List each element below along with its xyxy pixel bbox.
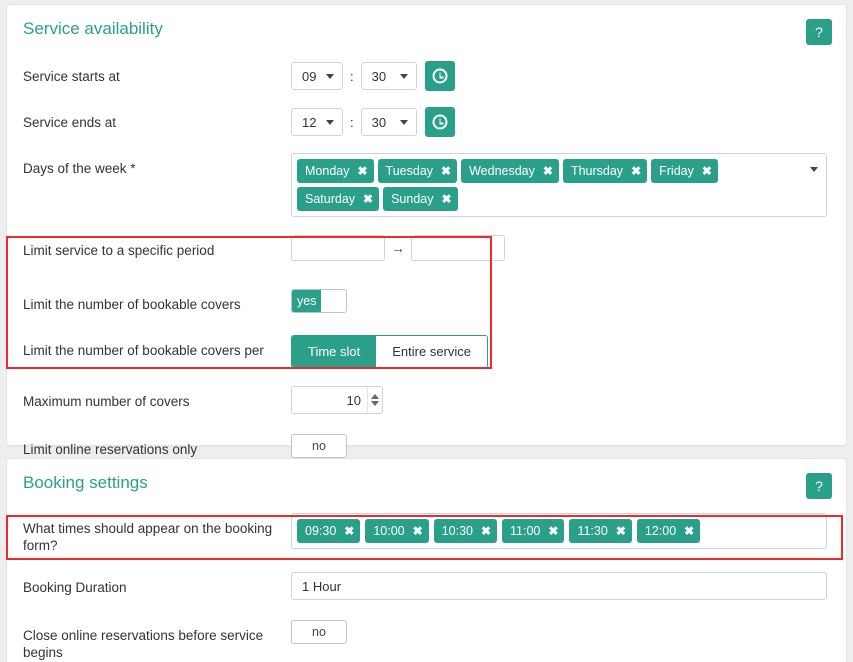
service-start-hour-value: 09 — [302, 68, 317, 84]
control-booking-times — [291, 513, 830, 549]
limit-covers-toggle-value: yes — [292, 290, 321, 312]
clock-icon — [432, 115, 447, 130]
day-tag[interactable] — [297, 187, 379, 211]
control-service-starts-at — [291, 61, 830, 91]
control-limit-online — [291, 434, 830, 458]
time-tag-label: 10:00 — [373, 524, 405, 538]
limit-online-toggle[interactable] — [291, 434, 347, 458]
close-icon[interactable]: ✖ — [542, 164, 553, 178]
chevron-down-icon — [400, 120, 408, 125]
service-start-minute-value: 30 — [371, 68, 387, 84]
label-max-covers: Maximum number of covers — [23, 394, 190, 409]
time-tag[interactable] — [637, 519, 700, 543]
close-icon[interactable]: ✖ — [441, 164, 452, 178]
covers-per-segmented-control[interactable] — [291, 335, 488, 368]
close-icon[interactable]: ✖ — [363, 192, 374, 206]
max-covers-stepper[interactable] — [291, 386, 383, 414]
chevron-down-icon[interactable] — [810, 167, 818, 172]
label-limit-covers: Limit the number of bookable covers — [23, 297, 241, 312]
help-button-service[interactable]: ? — [806, 19, 832, 45]
close-icon[interactable]: ✖ — [631, 164, 642, 178]
service-start-minute-select[interactable] — [361, 62, 417, 90]
label-service-ends-at: Service ends at — [23, 115, 117, 130]
chevron-down-icon — [326, 120, 334, 125]
stepper-arrows[interactable] — [367, 387, 382, 413]
time-tag-label: 11:30 — [577, 524, 608, 538]
day-tag-label: Monday — [305, 164, 350, 178]
close-icon[interactable]: ✖ — [684, 524, 695, 538]
close-icon[interactable]: ✖ — [480, 524, 492, 538]
row-service-starts-at — [7, 57, 846, 95]
max-covers-value: 10 — [346, 392, 361, 408]
row-limit-period — [7, 231, 846, 269]
time-tag-label: 12:00 — [644, 524, 677, 538]
label-booking-times: What times should appear on the booking form? — [23, 521, 273, 553]
day-tag-label: Thursday — [570, 164, 624, 178]
service-end-clock-button[interactable] — [425, 107, 455, 137]
panel-title-service: Service availability — [23, 19, 163, 38]
control-limit-covers — [291, 289, 830, 313]
row-booking-times — [7, 509, 846, 558]
label-limit-online: Limit online reservations only — [23, 442, 198, 457]
service-end-hour-select[interactable] — [291, 108, 343, 136]
close-before-toggle[interactable] — [291, 620, 347, 644]
day-tag[interactable] — [461, 159, 559, 183]
booking-settings-panel — [6, 458, 847, 662]
control-max-covers — [291, 386, 830, 414]
time-tag[interactable] — [502, 519, 564, 543]
row-covers-per — [7, 331, 846, 372]
label-service-starts-at: Service starts at — [23, 69, 120, 84]
service-start-clock-button[interactable] — [425, 61, 455, 91]
limit-period-from-input[interactable] — [291, 235, 385, 261]
booking-duration-select[interactable] — [291, 572, 827, 600]
day-tag-label: Wednesday — [469, 164, 535, 178]
time-tag[interactable] — [569, 519, 631, 543]
day-tag[interactable] — [651, 159, 718, 183]
day-tag[interactable] — [383, 187, 457, 211]
close-icon[interactable]: ✖ — [701, 164, 712, 178]
row-close-before — [7, 616, 846, 662]
time-tag-label: 10:30 — [441, 524, 473, 538]
service-end-minute-value: 30 — [371, 114, 387, 130]
time-colon-start: : — [350, 68, 354, 84]
day-tag[interactable] — [297, 159, 374, 183]
time-tag-label: 11:00 — [510, 524, 541, 538]
control-service-ends-at — [291, 107, 830, 137]
close-before-toggle-value: no — [312, 625, 326, 639]
time-tag[interactable] — [297, 519, 360, 543]
service-start-hour-select[interactable] — [291, 62, 343, 90]
label-covers-per: Limit the number of bookable covers per — [23, 343, 264, 358]
close-icon[interactable]: ✖ — [548, 524, 559, 538]
label-days-of-week: Days of the week * — [23, 161, 136, 176]
booking-duration-value: 1 Hour — [302, 578, 342, 594]
arrow-right-icon: → — [391, 240, 405, 256]
day-tag[interactable] — [563, 159, 647, 183]
day-tag[interactable] — [378, 159, 458, 183]
chevron-down-icon[interactable] — [371, 401, 379, 406]
control-booking-duration — [291, 572, 830, 600]
row-max-covers — [7, 382, 846, 420]
day-tag-label: Friday — [659, 164, 694, 178]
label-close-before: Close online reservations before service begins — [23, 628, 264, 660]
booking-times-multiselect[interactable] — [291, 513, 827, 549]
service-availability-panel — [6, 4, 847, 457]
close-icon[interactable]: ✖ — [357, 164, 368, 178]
close-icon[interactable]: ✖ — [615, 524, 626, 538]
help-button-booking[interactable]: ? — [806, 473, 832, 499]
day-tag-label: Tuesday — [385, 164, 434, 178]
row-booking-duration — [7, 568, 846, 606]
chevron-down-icon — [400, 74, 408, 79]
row-limit-covers — [7, 285, 846, 323]
day-tag-label: Sunday — [391, 192, 434, 206]
time-tag[interactable] — [365, 519, 428, 543]
covers-per-option-entire-service[interactable]: Entire service — [376, 336, 487, 367]
chevron-up-icon[interactable] — [371, 394, 379, 399]
control-covers-per — [291, 335, 830, 368]
label-booking-duration: Booking Duration — [23, 580, 127, 595]
day-tag-label: Saturday — [305, 192, 356, 206]
clock-icon — [432, 69, 447, 84]
chevron-down-icon — [326, 74, 334, 79]
close-icon[interactable]: ✖ — [344, 524, 355, 538]
close-icon[interactable]: ✖ — [441, 192, 452, 206]
row-service-ends-at — [7, 103, 846, 141]
time-tag-label: 09:30 — [305, 524, 337, 538]
days-of-week-multiselect[interactable] — [291, 153, 827, 217]
panel-title-booking: Booking settings — [23, 473, 148, 492]
service-end-hour-value: 12 — [302, 114, 317, 130]
limit-covers-toggle[interactable] — [291, 289, 347, 313]
limit-online-toggle-value: no — [312, 439, 326, 453]
covers-per-option-time-slot[interactable]: Time slot — [292, 336, 376, 367]
control-days-of-week — [291, 153, 830, 217]
label-limit-period: Limit service to a specific period — [23, 243, 215, 258]
time-colon-end: : — [350, 114, 354, 130]
control-close-before — [291, 620, 830, 644]
time-tag[interactable] — [434, 519, 497, 543]
service-end-minute-select[interactable] — [361, 108, 417, 136]
limit-period-to-input[interactable] — [411, 235, 505, 261]
close-icon[interactable]: ✖ — [412, 524, 423, 538]
row-days-of-week — [7, 149, 846, 221]
control-limit-period — [291, 235, 830, 261]
